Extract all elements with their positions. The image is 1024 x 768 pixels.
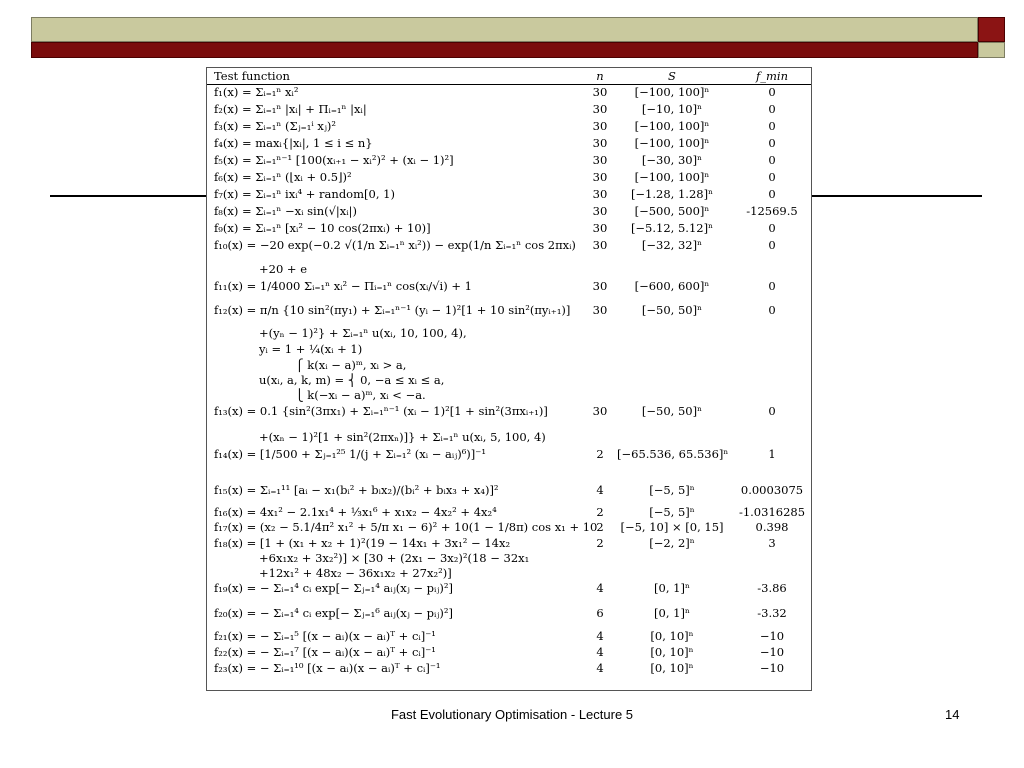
domain-cell: [0, 1]ⁿ [654,606,690,620]
footer-title: Fast Evolutionary Optimisation - Lecture 5 [390,707,634,722]
function-continuation: +(yₙ − 1)²} + Σᵢ₌₁ⁿ u(xᵢ, 10, 100, 4), [259,326,467,340]
function-cell: f₁₀(x) = −20 exp(−0.2 √(1/n Σᵢ₌₁ⁿ xᵢ²)) − exp(1/n Σᵢ₌₁ⁿ cos 2πxᵢ) [214,238,576,252]
n-cell: 2 [596,505,604,519]
decorative-rule-right [812,195,982,197]
fmin-cell: 0.0003075 [740,483,804,497]
domain-cell: [0, 10]ⁿ [650,645,694,659]
function-continuation: +6x₁x₂ + 3x₂²)] × [30 + (2x₁ − 3x₂)²(18 − 32x₁ [259,551,530,565]
fmin-cell: -1.0316285 [738,505,806,519]
domain-cell: [−50, 50]ⁿ [641,303,703,317]
n-cell: 30 [592,303,608,317]
function-cell: f₁₉(x) = − Σᵢ₌₁⁴ cᵢ exp[− Σⱼ₌₁⁴ aᵢⱼ(xⱼ − pᵢⱼ)²] [214,581,453,595]
fmin-cell: 0 [768,85,776,99]
fmin-cell: 0.398 [755,520,789,534]
domain-cell: [−5, 5]ⁿ [649,483,695,497]
n-cell: 4 [596,483,604,497]
n-cell: 30 [592,102,608,116]
function-continuation: ⎩ k(−xᵢ − a)ᵐ, xᵢ < −a. [295,388,426,402]
fmin-cell: -3.86 [757,581,787,595]
function-cell: f₁₃(x) = 0.1 {sin²(3πx₁) + Σᵢ₌₁ⁿ⁻¹ (xᵢ − 1)²[1 + sin²(3πxᵢ₊₁)] [214,404,548,418]
n-cell: 30 [592,279,608,293]
function-cell: f₆(x) = Σᵢ₌₁ⁿ (⌊xᵢ + 0.5⌋)² [214,170,352,184]
function-cell: f₈(x) = Σᵢ₌₁ⁿ −xᵢ sin(√|xᵢ|) [214,204,357,218]
n-cell: 4 [596,629,604,643]
domain-cell: [−100, 100]ⁿ [634,119,710,133]
n-cell: 30 [592,204,608,218]
n-cell: 30 [592,221,608,235]
decorative-rule-left [50,195,206,197]
domain-cell: [0, 10]ⁿ [650,661,694,675]
function-continuation: +20 + e [259,262,308,276]
n-cell: 4 [596,661,604,675]
fmin-cell: -12569.5 [746,204,798,218]
fmin-cell: 0 [768,153,776,167]
fmin-cell: 0 [768,279,776,293]
fmin-cell: 1 [768,447,776,461]
n-cell: 30 [592,404,608,418]
domain-cell: [0, 10]ⁿ [650,629,694,643]
function-cell: f₂₂(x) = − Σᵢ₌₁⁷ [(x − aᵢ)(x − aᵢ)ᵀ + cᵢ]⁻¹ [214,645,436,659]
fmin-cell: 0 [768,238,776,252]
function-cell: f₁₅(x) = Σᵢ₌₁¹¹ [aᵢ − x₁(bᵢ² + bᵢx₂)/(bᵢ² + bᵢx₃ + x₄)]² [214,483,499,497]
function-continuation: u(xᵢ, a, k, m) = ⎨ 0, −a ≤ xᵢ ≤ a, [259,373,445,387]
fmin-cell: −10 [759,661,785,675]
n-cell: 30 [592,187,608,201]
domain-cell: [−1.28, 1.28]ⁿ [630,187,714,201]
domain-cell: [−100, 100]ⁿ [634,170,710,184]
n-cell: 4 [596,645,604,659]
n-cell: 30 [592,136,608,150]
n-cell: 2 [596,536,604,550]
n-cell: 30 [592,85,608,99]
function-continuation: yᵢ = 1 + ¼(xᵢ + 1) [259,342,363,356]
function-continuation: ⎧ k(xᵢ − a)ᵐ, xᵢ > a, [295,358,407,372]
function-cell: f₁₄(x) = [1/500 + Σⱼ₌₁²⁵ 1/(j + Σᵢ₌₁² (xᵢ − aᵢⱼ)⁶)]⁻¹ [214,447,486,461]
domain-cell: [−2, 2]ⁿ [649,536,695,550]
function-cell: f₂(x) = Σᵢ₌₁ⁿ |xᵢ| + Πᵢ₌₁ⁿ |xᵢ| [214,102,367,116]
n-cell: 30 [592,238,608,252]
fmin-cell: 0 [768,187,776,201]
n-cell: 30 [592,153,608,167]
domain-cell: [−600, 600]ⁿ [634,279,710,293]
function-cell: f₂₃(x) = − Σᵢ₌₁¹⁰ [(x − aᵢ)(x − aᵢ)ᵀ + cᵢ]⁻¹ [214,661,441,675]
fmin-cell: -3.32 [757,606,787,620]
n-cell: 2 [596,520,604,534]
header-bar-olive [31,17,978,42]
function-cell: f₂₀(x) = − Σᵢ₌₁⁴ cᵢ exp[− Σⱼ₌₁⁶ aᵢⱼ(xⱼ − pᵢⱼ)²] [214,606,453,620]
fmin-cell: 0 [768,170,776,184]
function-cell: f₄(x) = maxᵢ{|xᵢ|, 1 ≤ i ≤ n} [214,136,373,150]
function-cell: f₁(x) = Σᵢ₌₁ⁿ xᵢ² [214,85,299,99]
n-cell: 6 [596,606,604,620]
n-cell: 4 [596,581,604,595]
test-function-table [206,67,812,691]
function-cell: f₁₂(x) = π/n {10 sin²(πy₁) + Σᵢ₌₁ⁿ⁻¹ (yᵢ − 1)²[1 + 10 sin²(πyᵢ₊₁)] [214,303,571,317]
domain-cell: [−50, 50]ⁿ [641,404,703,418]
function-cell: f₉(x) = Σᵢ₌₁ⁿ [xᵢ² − 10 cos(2πxᵢ) + 10)] [214,221,431,235]
fmin-cell: −10 [759,645,785,659]
function-cell: f₁₇(x) = (x₂ − 5.1/4π² x₁² + 5/π x₁ − 6)² + 10(1 − 1/8π) cos x₁ + 10 [214,520,598,534]
domain-cell: [0, 1]ⁿ [654,581,690,595]
header-bar-red [31,42,978,58]
fmin-cell: 0 [768,303,776,317]
function-cell: f₅(x) = Σᵢ₌₁ⁿ⁻¹ [100(xᵢ₊₁ − xᵢ²)² + (xᵢ − 1)²] [214,153,454,167]
header-corner-square-bottom [978,42,1005,58]
domain-cell: [−30, 30]ⁿ [641,153,703,167]
header-fmin: f_min [756,69,788,83]
fmin-cell: 0 [768,102,776,116]
header-corner-square-top [978,17,1005,42]
n-cell: 30 [592,119,608,133]
n-cell: 2 [596,447,604,461]
fmin-cell: −10 [759,629,785,643]
domain-cell: [−5, 5]ⁿ [649,505,695,519]
header-n: n [596,69,604,83]
function-continuation: +(xₙ − 1)²[1 + sin²(2πxₙ)]} + Σᵢ₌₁ⁿ u(xᵢ, 5, 100, 4) [259,430,546,444]
function-cell: f₂₁(x) = − Σᵢ₌₁⁵ [(x − aᵢ)(x − aᵢ)ᵀ + cᵢ]⁻¹ [214,629,436,643]
fmin-cell: 0 [768,136,776,150]
fmin-cell: 0 [768,221,776,235]
function-continuation: +12x₁² + 48x₂ − 36x₁x₂ + 27x₂²)] [259,566,452,580]
fmin-cell: 0 [768,119,776,133]
domain-cell: [−100, 100]ⁿ [634,136,710,150]
fmin-cell: 3 [768,536,776,550]
function-cell: f₁₁(x) = 1/4000 Σᵢ₌₁ⁿ xᵢ² − Πᵢ₌₁ⁿ cos(xᵢ/√i) + 1 [214,279,472,293]
page-number: 14 [945,707,960,722]
domain-cell: [−500, 500]ⁿ [634,204,710,218]
domain-cell: [−65.536, 65.536]ⁿ [617,447,729,461]
header-s: S [668,69,676,83]
n-cell: 30 [592,170,608,184]
function-cell: f₇(x) = Σᵢ₌₁ⁿ ixᵢ⁴ + random[0, 1) [214,187,395,201]
domain-cell: [−5, 10] × [0, 15] [620,520,724,534]
header-test-function: Test function [214,69,290,83]
function-cell: f₁₆(x) = 4x₁² − 2.1x₁⁴ + ⅓x₁⁶ + x₁x₂ − 4x₂² + 4x₂⁴ [214,505,497,519]
domain-cell: [−32, 32]ⁿ [641,238,703,252]
function-cell: f₁₈(x) = [1 + (x₁ + x₂ + 1)²(19 − 14x₁ + 3x₁² − 14x₂ [214,536,511,550]
fmin-cell: 0 [768,404,776,418]
domain-cell: [−100, 100]ⁿ [634,85,710,99]
function-cell: f₃(x) = Σᵢ₌₁ⁿ (Σⱼ₌₁ⁱ xⱼ)² [214,119,336,133]
domain-cell: [−5.12, 5.12]ⁿ [630,221,714,235]
domain-cell: [−10, 10]ⁿ [641,102,703,116]
